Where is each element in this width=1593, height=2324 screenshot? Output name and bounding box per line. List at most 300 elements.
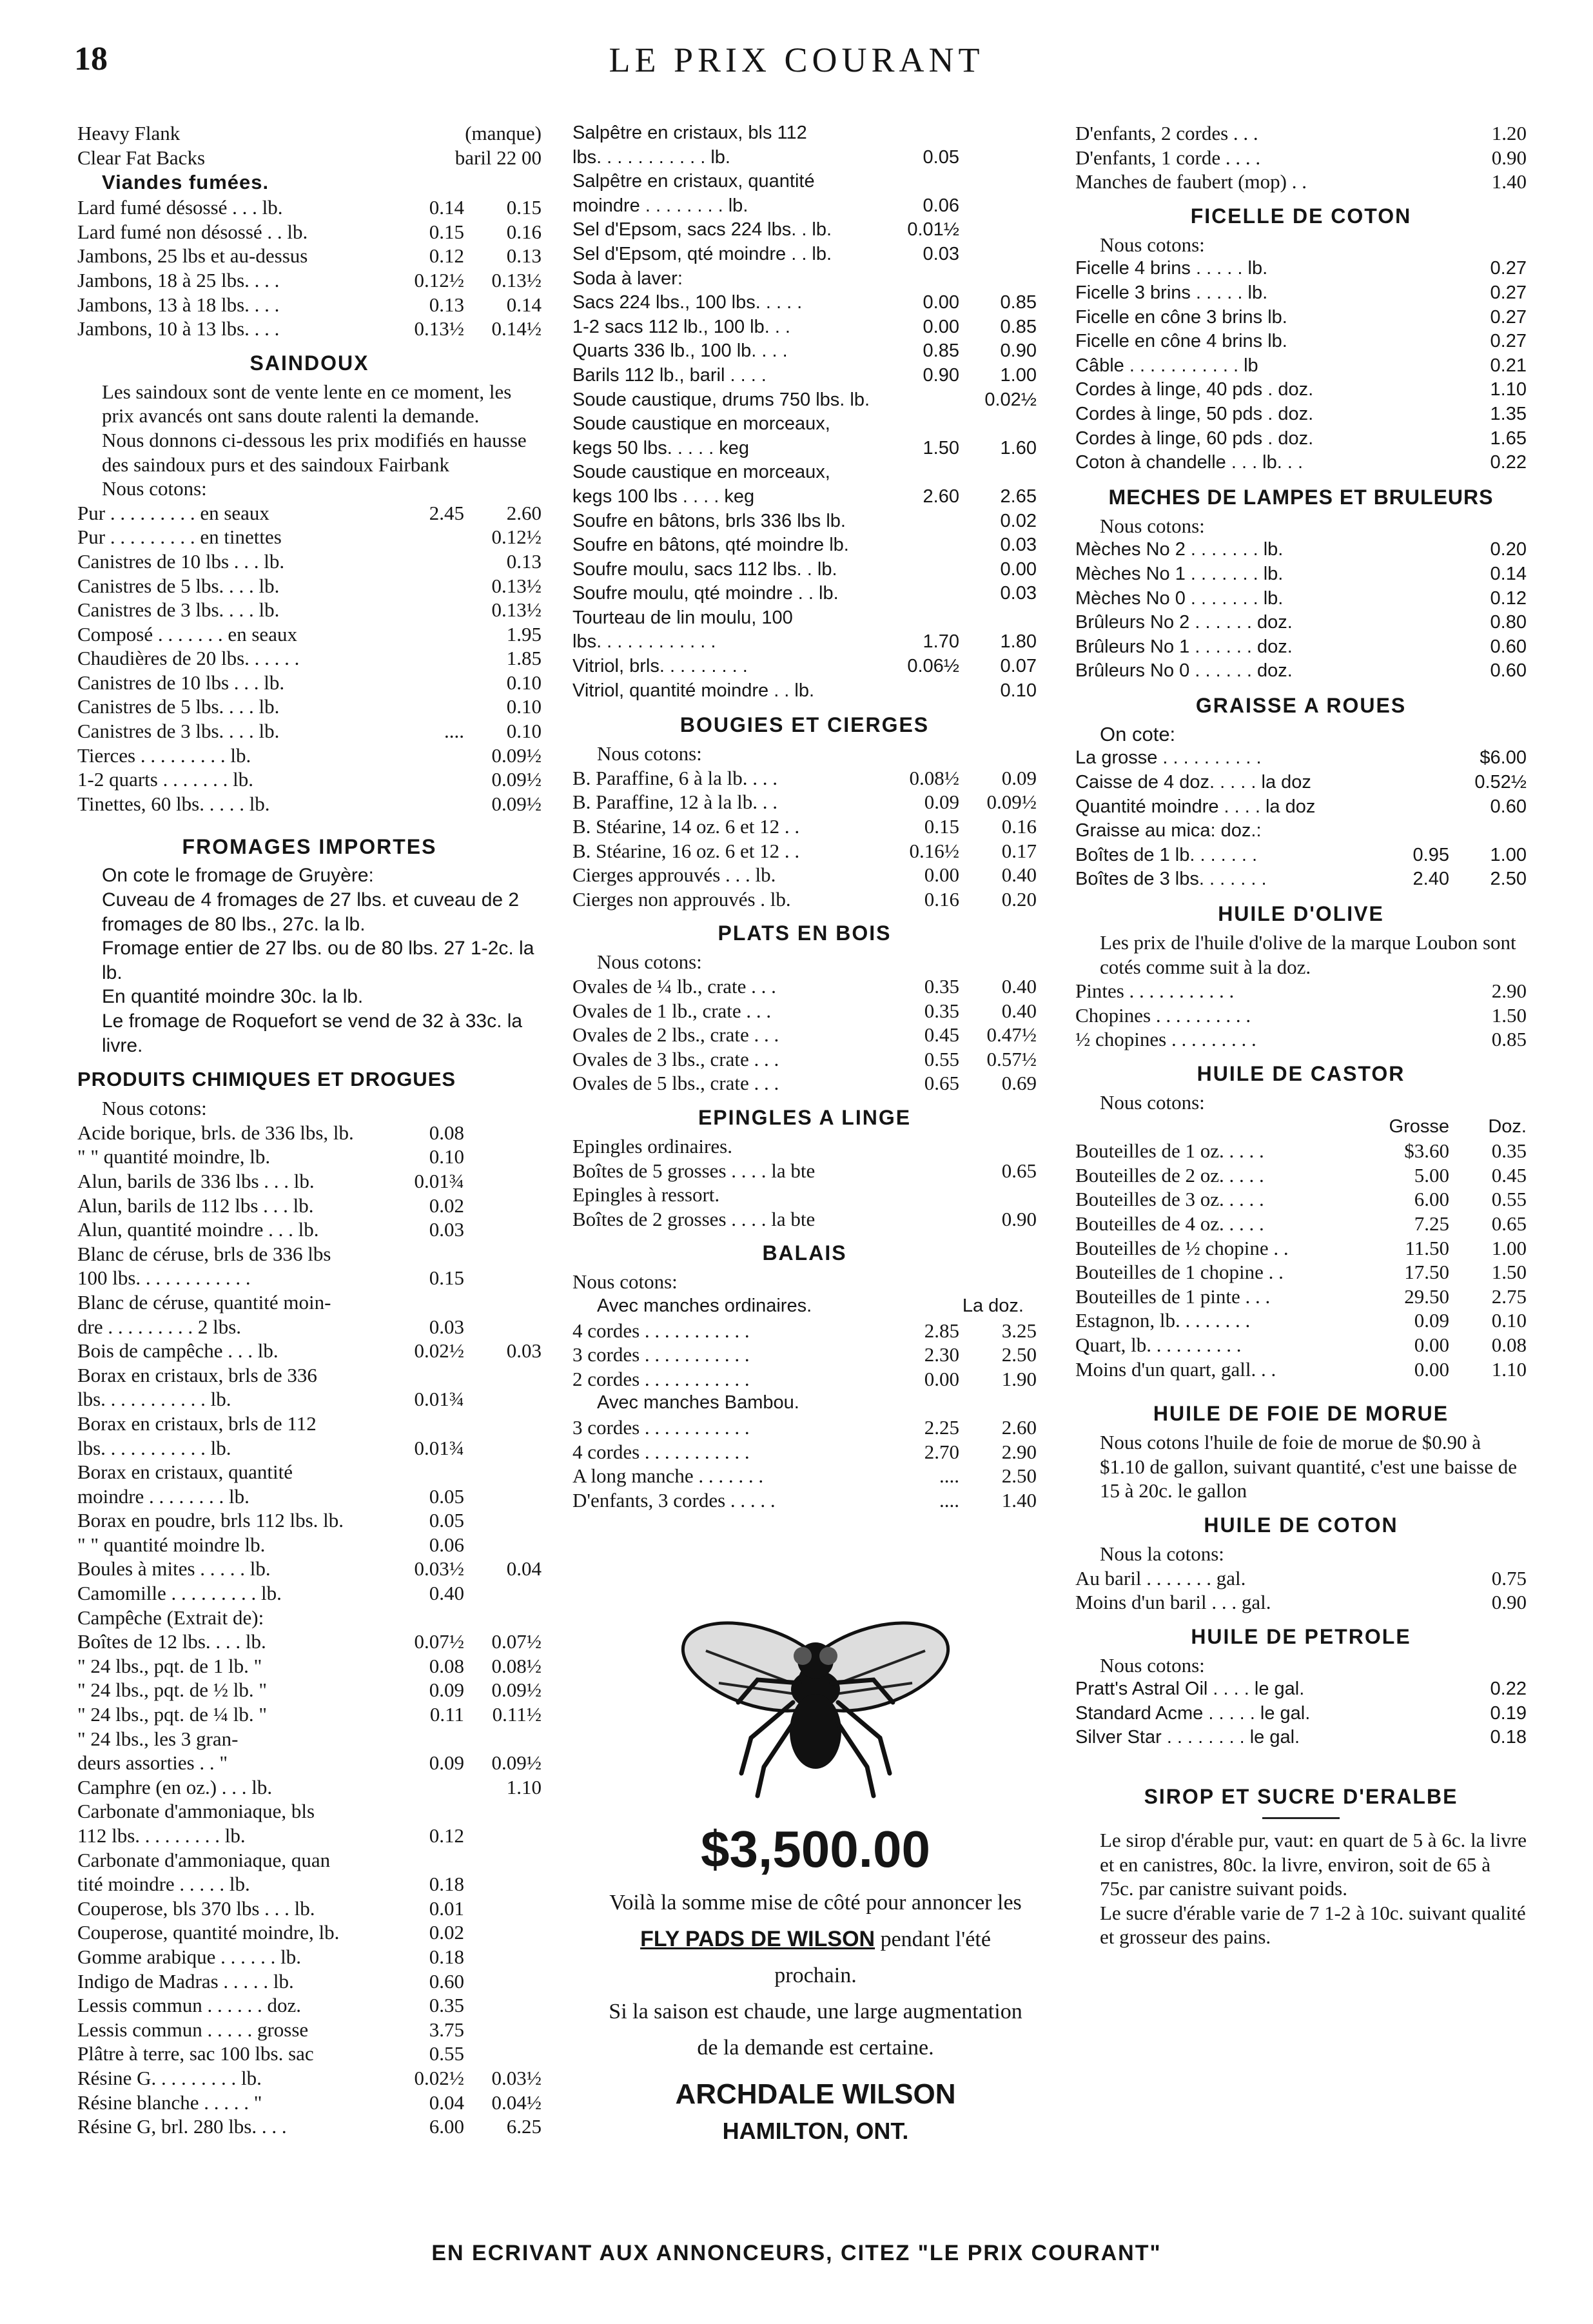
- price-row: [77, 244, 542, 268]
- item-label: kegs 50 lbs. . . . . keg: [572, 437, 750, 458]
- item-price: 0.06½: [907, 656, 959, 677]
- item-price: 1.95: [506, 622, 542, 645]
- item-price: [464, 1824, 542, 1848]
- item-label: Tierces . . . . . . . . . lb.: [77, 743, 251, 767]
- item-price: [464, 1436, 542, 1461]
- item-label: La grosse . . . . . . . . . .: [1075, 747, 1262, 769]
- price-list: [1075, 746, 1527, 892]
- item-price: [387, 1242, 464, 1266]
- item-price: 1.10: [1490, 379, 1527, 400]
- item-price: 0.16½: [909, 839, 959, 862]
- item-price: [882, 582, 959, 606]
- item-label: Soude caustique en morceaux,: [572, 413, 830, 435]
- item-label: Alun, quantité moindre . . . lb.: [77, 1218, 319, 1241]
- paragraph-line: On cote le fromage de Gruyère:: [102, 865, 374, 887]
- item-price: 0.03: [923, 243, 959, 264]
- price-row: [77, 1145, 542, 1169]
- item-price: 1.00: [1000, 364, 1037, 386]
- item-label: Carbonate d'ammoniaque, bls: [77, 1800, 315, 1823]
- item-label: Couperose, quantité moindre, lb.: [77, 1921, 340, 1944]
- item-label: " 24 lbs., pqt. de ¼ lb. ": [77, 1703, 267, 1726]
- item-price: 0.85: [1491, 1028, 1527, 1051]
- item-price: ....: [939, 1488, 959, 1512]
- item-price: 29.50: [1404, 1285, 1449, 1308]
- price-row: [572, 437, 1037, 461]
- item-price: [1372, 538, 1449, 562]
- item-label: Quart, lb. . . . . . . . . .: [1075, 1333, 1242, 1356]
- price-row: [1075, 635, 1527, 660]
- item-label: 1-2 sacs 112 lb., 100 lb. . .: [572, 316, 790, 337]
- price-row: [1075, 402, 1527, 427]
- item-price: 0.27: [1490, 282, 1527, 303]
- item-label: Boîtes de 12 lbs. . . . lb.: [77, 1630, 266, 1653]
- item-price: 17.50: [1404, 1261, 1449, 1284]
- item-label: Tinettes, 60 lbs. . . . . lb.: [77, 792, 270, 815]
- item-label: Pur . . . . . . . . . en tinettes: [77, 526, 282, 549]
- ad-text: Si la saison est chaude, une large augmentation de la demande est certaine.: [609, 2000, 1022, 2060]
- price-row: [1075, 1187, 1527, 1212]
- item-price: [959, 1183, 1037, 1207]
- item-price: [387, 792, 464, 816]
- item-price: [464, 1145, 542, 1169]
- item-price: 0.04: [506, 1557, 542, 1581]
- price-row: [77, 1533, 542, 1557]
- item-price: [464, 1848, 542, 1873]
- item-price: [464, 1920, 542, 1945]
- item-label: Ovales de 5 lbs., crate . . .: [572, 1072, 779, 1095]
- item-price: 2.50: [1490, 869, 1527, 890]
- ad-text: Voilà la somme mise de côté pour annoncer les: [609, 1891, 1022, 1915]
- item-price: 0.11½: [492, 1703, 542, 1726]
- price-row: [1075, 819, 1527, 843]
- item-price: 0.13½: [491, 574, 542, 597]
- price-row: [77, 1412, 542, 1436]
- item-price: 1.90: [1001, 1367, 1037, 1390]
- item-price: 0.15: [429, 1266, 464, 1290]
- item-label: Soda à laver:: [572, 268, 683, 289]
- sub-label: Avec manches ordinaires.: [597, 1295, 812, 1316]
- item-price: [464, 1460, 542, 1484]
- item-price: 0.75: [1491, 1566, 1527, 1590]
- item-label: Couperose, bls 370 lbs . . . lb.: [77, 1896, 315, 1920]
- item-price: [1372, 281, 1449, 306]
- section-heading: HUILE DE CASTOR: [1197, 1062, 1405, 1085]
- item-label: B. Paraffine, 6 à la lb. . . .: [572, 766, 777, 789]
- item-price: [387, 622, 464, 647]
- item-label: Lard fumé désossé . . . lb.: [77, 196, 283, 219]
- item-price: [1372, 587, 1449, 611]
- item-label: Barils 112 lb., baril . . . .: [572, 364, 767, 386]
- item-price: 0.09½: [491, 768, 542, 791]
- item-price: [464, 2042, 542, 2066]
- item-label: Tourteau de lin moulu, 100: [572, 607, 793, 628]
- sub-label: Nous cotons:: [1100, 514, 1205, 537]
- item-price: [959, 267, 1037, 291]
- price-row: [572, 1343, 1037, 1367]
- item-price: [387, 1799, 464, 1824]
- item-price: 0.00: [923, 292, 959, 313]
- item-price: 0.55: [429, 2042, 464, 2065]
- price-row: [1075, 1677, 1527, 1702]
- price-row: [572, 839, 1037, 863]
- item-price: 3.25: [1001, 1319, 1037, 1342]
- item-price: 1.85: [506, 647, 542, 670]
- item-price: 0.40: [1001, 975, 1037, 998]
- item-price: [464, 1121, 542, 1145]
- item-label: Canistres de 10 lbs . . . lb.: [77, 671, 285, 694]
- item-price: 0.17: [1001, 839, 1037, 862]
- fly-illustration: [680, 1606, 951, 1799]
- item-price: 0.07½: [414, 1630, 464, 1653]
- item-price: [1372, 1726, 1449, 1750]
- item-price: 2.75: [1491, 1285, 1527, 1308]
- price-row: [572, 1415, 1037, 1440]
- item-label: 112 lbs. . . . . . . . . lb.: [77, 1824, 246, 1847]
- item-price: [1372, 562, 1449, 587]
- item-label: 1-2 quarts . . . . . . . lb.: [77, 768, 253, 791]
- price-row: [572, 974, 1037, 999]
- item-price: 0.65: [924, 1072, 959, 1095]
- item-label: Camomille . . . . . . . . . lb.: [77, 1582, 282, 1605]
- item-label: Acide borique, brls. de 336 lbs, lb.: [77, 1121, 354, 1144]
- item-price: [387, 1412, 464, 1436]
- section-heading: PRODUITS CHIMIQUES ET DROGUES: [77, 1068, 456, 1091]
- price-row: [572, 121, 1037, 146]
- price-row: [77, 1581, 542, 1606]
- price-row: [1075, 1333, 1527, 1357]
- item-price: [464, 1266, 542, 1290]
- item-price: [1372, 771, 1449, 795]
- sub-label: Nous cotons:: [102, 477, 207, 500]
- item-price: 0.00: [1414, 1333, 1449, 1356]
- ad-text: pendant l'été prochain.: [774, 1927, 991, 1987]
- item-price: 1.00: [1491, 1236, 1527, 1259]
- price-row: [77, 146, 542, 170]
- price-list: [1075, 538, 1527, 684]
- item-label: D'enfants, 1 corde . . . .: [1075, 146, 1261, 169]
- item-label: Carbonate d'ammoniaque, quan: [77, 1848, 331, 1871]
- paragraph-line: Cuveau de 4 fromages de 27 lbs. et cuveau de 2 fromages de 80 lbs., 27c. la lb.: [102, 889, 520, 935]
- item-label: Bouteilles de 4 oz. . . . .: [1075, 1212, 1264, 1235]
- item-label: tité moindre . . . . . lb.: [77, 1873, 250, 1896]
- item-price: 0.22: [1490, 1679, 1527, 1700]
- price-row: [77, 694, 542, 719]
- price-row: [572, 533, 1037, 558]
- price-row: [77, 1557, 542, 1581]
- item-price: [1372, 746, 1449, 771]
- item-label: Sacs 224 lbs., 100 lbs. . . . .: [572, 292, 803, 313]
- item-price: 6.00: [429, 2115, 464, 2138]
- price-row: [572, 170, 1037, 194]
- price-row: [77, 1969, 542, 1994]
- item-label: Estagnon, lb. . . . . . . .: [1075, 1309, 1251, 1332]
- price-row: [1075, 1163, 1527, 1188]
- item-price: [882, 388, 959, 413]
- price-row: [77, 121, 542, 146]
- item-label: Cordes à linge, 60 pds . doz.: [1075, 428, 1314, 449]
- item-price: 0.27: [1490, 258, 1527, 279]
- price-row: [572, 485, 1037, 509]
- item-price: [387, 694, 464, 719]
- item-label: Brûleurs No 1 . . . . . . doz.: [1075, 636, 1293, 657]
- item-label: Canistres de 3 lbs. . . . lb.: [77, 720, 280, 743]
- item-price: [464, 1217, 542, 1242]
- divider: [1262, 1817, 1340, 1819]
- price-row: [572, 1071, 1037, 1096]
- item-label: Ficelle 4 brins . . . . . lb.: [1075, 258, 1268, 279]
- item-price: 0.18: [1490, 1727, 1527, 1748]
- sub-label: Nous cotons:: [102, 1097, 207, 1120]
- paragraph: Nous donnons ci-dessous les prix modifiés en hausse des saindoux purs et des saindoux Fairbank: [102, 428, 527, 476]
- item-label: lbs. . . . . . . . . . . lb.: [77, 1436, 231, 1459]
- item-label: Borax en poudre, brls 112 lbs. lb.: [77, 1509, 344, 1532]
- price-row: [1075, 306, 1527, 330]
- price-row: [572, 242, 1037, 267]
- paragraph: Le sucre d'érable varie de 7 1-2 à 10c. suivant qualité et grosseur des pains.: [1100, 1901, 1526, 1949]
- item-price: [464, 1290, 542, 1315]
- item-label: dre . . . . . . . . . 2 lbs.: [77, 1315, 242, 1338]
- item-price: [882, 606, 959, 631]
- item-label: Camphre (en oz.) . . . lb.: [77, 1775, 273, 1798]
- item-price: 0.06: [429, 1533, 464, 1556]
- price-row: [77, 1508, 542, 1533]
- item-price: [387, 1727, 464, 1751]
- item-price: [464, 1484, 542, 1509]
- item-price: [1372, 819, 1449, 843]
- item-price: [464, 1533, 542, 1557]
- item-price: 0.03½: [491, 2066, 542, 2089]
- item-price: 0.08: [429, 1654, 464, 1677]
- ad-city: HAMILTON, ONT.: [722, 2118, 909, 2144]
- price-row: [77, 1678, 542, 1702]
- item-label: Bois de campêche . . . lb.: [77, 1339, 279, 1363]
- item-label: " 24 lbs., pqt. de 1 lb. ": [77, 1654, 262, 1677]
- item-price: [387, 1775, 464, 1800]
- price-row: [77, 646, 542, 671]
- item-price: 0.90: [923, 364, 959, 386]
- item-price: 0.04½: [491, 2091, 542, 2114]
- item-label: Ficelle en cône 4 brins lb.: [1075, 331, 1287, 352]
- item-price: 1.50: [923, 437, 959, 458]
- item-price: [959, 146, 1037, 170]
- item-price: 0.03½: [414, 1557, 464, 1581]
- section-heading: Viandes fumées.: [102, 171, 269, 194]
- price-row: [572, 558, 1037, 582]
- item-label: Graisse au mica: doz.:: [1075, 820, 1262, 842]
- price-row: [572, 766, 1037, 791]
- item-price: ....: [444, 720, 464, 743]
- item-price: 2.50: [1001, 1343, 1037, 1366]
- item-label: Soufre moulu, sacs 112 lbs. . lb.: [572, 558, 837, 580]
- item-price: 0.09: [1414, 1309, 1449, 1332]
- item-label: D'enfants, 2 cordes . . .: [1075, 122, 1258, 144]
- item-label: Boîtes de 2 grosses . . . . la bte: [572, 1207, 816, 1230]
- item-label: Vitriol, quantité moindre . . lb.: [572, 680, 815, 701]
- section-heading: BALAIS: [762, 1241, 847, 1265]
- sub-label: Nous cotons:: [1100, 1091, 1205, 1114]
- price-list: [1075, 1677, 1527, 1750]
- item-price: [882, 170, 959, 194]
- item-price: 0.10: [506, 695, 542, 718]
- item-label: Blanc de céruse, brls de 336 lbs: [77, 1242, 331, 1265]
- section-heading: SAINDOUX: [249, 351, 369, 375]
- price-row: [572, 146, 1037, 170]
- price-row: [77, 1606, 542, 1630]
- item-price: 0.01¾: [414, 1388, 464, 1411]
- price-row: [1075, 1357, 1527, 1382]
- item-label: Canistres de 5 lbs. . . . lb.: [77, 574, 280, 597]
- price-row: [1075, 1566, 1527, 1591]
- item-price: 0.60: [1490, 796, 1527, 817]
- price-row: [572, 606, 1037, 631]
- item-price: 2.85: [924, 1319, 959, 1342]
- item-label: Composé . . . . . . . en seaux: [77, 622, 297, 645]
- item-price: 0.01¾: [414, 1169, 464, 1192]
- item-price: 2.45: [429, 501, 464, 524]
- price-row: [572, 1488, 1037, 1513]
- price-row: [77, 1920, 542, 1945]
- item-price: 0.11: [429, 1703, 464, 1726]
- item-price: [1372, 1566, 1449, 1591]
- item-label: Bouteilles de 3 oz. . . . .: [1075, 1188, 1264, 1211]
- price-row: [77, 1945, 542, 1969]
- price-list: [77, 121, 542, 170]
- item-price: [1372, 1590, 1449, 1615]
- price-row: [1075, 979, 1527, 1003]
- item-label: Mèches No 0 . . . . . . . lb.: [1075, 587, 1284, 609]
- item-label: Au baril . . . . . . . gal.: [1075, 1566, 1246, 1590]
- item-price: [959, 460, 1037, 485]
- item-price: [464, 1508, 542, 1533]
- price-row: [572, 630, 1037, 655]
- item-price: [959, 1134, 1037, 1159]
- item-label: Ovales de 3 lbs., crate . . .: [572, 1047, 779, 1070]
- item-label: Résine G, brl. 280 lbs. . . .: [77, 2115, 287, 2138]
- price-row: [77, 1169, 542, 1194]
- ad-amount: $3,500.00: [701, 1820, 930, 1878]
- price-row: [1075, 795, 1527, 820]
- item-price: [1372, 354, 1449, 379]
- item-label: Moins d'un quart, gall. . .: [1075, 1357, 1276, 1381]
- item-price: [464, 1387, 542, 1412]
- price-row: [77, 743, 542, 768]
- price-row: [1075, 1285, 1527, 1309]
- item-price: 0.35: [429, 1994, 464, 2017]
- item-label: Quarts 336 lb., 100 lb. . . .: [572, 340, 788, 362]
- item-price: 0.16: [924, 887, 959, 911]
- item-label: Soufre en bâtons, qté moindre lb.: [572, 535, 849, 556]
- item-price: 0.06: [923, 195, 959, 216]
- price-row: [77, 1290, 542, 1315]
- price-row: [572, 1134, 1037, 1159]
- price-row: [77, 1460, 542, 1484]
- price-row: [77, 719, 542, 743]
- item-label: Alun, barils de 112 lbs . . . lb.: [77, 1194, 314, 1217]
- item-price: 2.60: [923, 486, 959, 507]
- item-price: 0.69: [1001, 1072, 1037, 1095]
- item-price: [1372, 635, 1449, 660]
- item-price: 0.00: [924, 863, 959, 887]
- price-row: [77, 268, 542, 293]
- item-label: B. Paraffine, 12 à la lb. . .: [572, 791, 777, 814]
- price-row: [77, 525, 542, 549]
- price-row: [1075, 746, 1527, 771]
- price-row: [1075, 1236, 1527, 1261]
- item-price: 2.30: [924, 1343, 959, 1366]
- item-price: 0.19: [1490, 1702, 1527, 1724]
- paragraph-line: En quantité moindre 30c. la lb.: [102, 986, 364, 1008]
- section-heading: BOUGIES ET CIERGES: [679, 713, 930, 737]
- item-price: 0.14½: [491, 317, 542, 340]
- item-price: [882, 533, 959, 558]
- item-price: [464, 1969, 542, 1994]
- price-row: [77, 1339, 542, 1363]
- item-price: [464, 1993, 542, 2018]
- item-price: 0.16: [506, 220, 542, 243]
- item-price: 0.55: [924, 1047, 959, 1070]
- paragraph: Nous cotons l'huile de foie de morue de $0.90 à $1.10 de gallon, suivant quantité, c'est une baisse de 15 à 20c. le gallon: [1100, 1431, 1517, 1502]
- item-label: 100 lbs. . . . . . . . . . . .: [77, 1266, 251, 1290]
- item-price: 0.05: [429, 1509, 464, 1532]
- item-price: 1.10: [506, 1775, 542, 1798]
- price-row: [1075, 1726, 1527, 1750]
- item-price: 0.85: [1000, 292, 1037, 313]
- item-price: 1.80: [1000, 631, 1037, 653]
- footer-notice: EN ECRIVANT AUX ANNONCEURS, CITEZ "LE PRIX COURANT": [431, 2241, 1162, 2265]
- item-price: 0.14: [506, 293, 542, 316]
- sub-label: Nous la cotons:: [1100, 1542, 1224, 1565]
- price-row: [77, 1387, 542, 1412]
- item-label: Coton à chandelle . . . lb. . .: [1075, 452, 1304, 473]
- item-price: 0.01¾: [414, 1436, 464, 1459]
- price-row: [77, 1799, 542, 1824]
- item-price: 0.08½: [491, 1654, 542, 1677]
- item-price: [959, 170, 1037, 194]
- item-price: [464, 1896, 542, 1921]
- item-label: moindre . . . . . . . . lb.: [572, 195, 748, 216]
- section-heading: HUILE DE FOIE DE MORUE: [1153, 1402, 1449, 1426]
- item-price: 0.16: [1001, 815, 1037, 838]
- price-row: [77, 1436, 542, 1461]
- price-row: [572, 999, 1037, 1023]
- item-price: 0.10: [1000, 680, 1037, 701]
- item-price: 1.65: [1490, 428, 1527, 449]
- price-row: [572, 1047, 1037, 1072]
- item-price: 0.09: [429, 1679, 464, 1702]
- item-price: 0.90: [1000, 340, 1037, 362]
- item-price: [959, 218, 1037, 242]
- item-price: 1.60: [1000, 437, 1037, 458]
- price-row: [77, 671, 542, 695]
- paragraph-line: Fromage entier de 27 lbs. ou de 80 lbs. 27 1-2c. la lb.: [102, 938, 534, 983]
- price-row: [1075, 330, 1527, 354]
- item-price: [387, 598, 464, 622]
- column-header: La doz.: [962, 1295, 1024, 1316]
- item-price: 2.60: [506, 501, 542, 524]
- item-label: Boîtes de 3 lbs. . . . . . .: [1075, 869, 1267, 890]
- item-price: 0.03: [1000, 535, 1037, 556]
- page-number: 18: [74, 41, 108, 77]
- section-heading: SIROP ET SUCRE D'ERALBE: [1144, 1785, 1458, 1809]
- section-heading: FICELLE DE COTON: [1190, 204, 1412, 228]
- price-row: [77, 1896, 542, 1921]
- price-list: [572, 121, 1037, 703]
- item-label: " 24 lbs., pqt. de ½ lb. ": [77, 1679, 267, 1702]
- price-row: [77, 1266, 542, 1290]
- item-price: [464, 1169, 542, 1194]
- item-label: Alun, barils de 336 lbs . . . lb.: [77, 1169, 315, 1192]
- item-label: 4 cordes . . . . . . . . . . .: [572, 1319, 750, 1342]
